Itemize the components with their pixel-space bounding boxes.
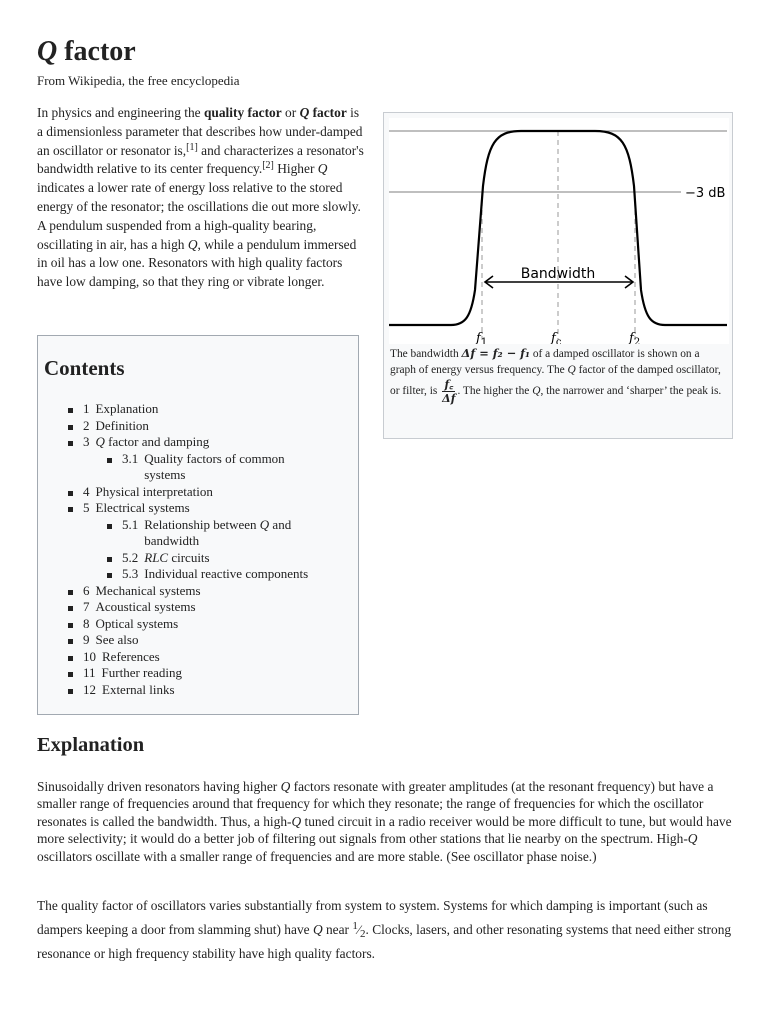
toc-item-mechanical-systems[interactable]: 6 Mechanical systems [66,583,356,600]
explanation-paragraph-2: The quality factor of oscillators varies substantially from system to system. Systems for which damping is important (such as dampers keeping a door from slamming shut) have Q near $^1⁄_2$. Clocks, lasers, and other resonating systems that need either strong resonance or high frequency stability have high quality factors. [37,898,732,961]
fc-label: $f_c$ [551,331,562,344]
table-of-contents [37,335,359,715]
toc-item-optical-systems[interactable]: 8 Optical systems [66,616,356,633]
bandwidth-formula: Δf = f₂ − f₁ [461,346,530,360]
one-half-fraction: $^1⁄_2$ [352,920,366,940]
q-fraction: $\frac{f꜀}{\Delta f}$ [442,378,456,405]
bold-q: Q [299,105,310,120]
minus-3db-label: −3 dB [685,186,726,201]
explanation-paragraph-1: Sinusoidally driven resonators having higher Q factors resonate with greater amplitudes (at the resonant frequency) but have a smaller range of frequencies around that frequency for which they resonate; the range of frequencies for which the oscillator resonates is called the bandwidth. Thus, a high-Q tuned circuit in a radio receiver would be more difficult to tune, but would have more selectivity; it would do a better job of filtering out signals from other stations that lie nearby on the spectrum. High-Q oscillators oscillate with a smaller range of frequencies and are more stable. (See oscillator phase noise.) [37,779,732,864]
f1-label: $f_1$ [476,331,488,344]
bold-term: quality factor [203,105,282,120]
toc-item-relationship-q-bandwidth[interactable]: 5.1 Relationship between Q and bandwidth [105,517,356,550]
bandwidth-label: Bandwidth [520,266,596,282]
toc-item-individual-reactive[interactable]: 5.3 Individual reactive components [105,566,356,583]
toc-item-see-also[interactable]: 9 See also [66,632,356,649]
toc-item-quality-factors-common[interactable]: 3.1 Quality factors of common systems [105,451,356,484]
ref-link-2[interactable]: [2] [262,160,274,172]
toc-item-electrical-systems[interactable]: 5 Electrical systems 5.1 Relationship between Q and bandwidth 5.2 RLC circuits 5.3 Individual reactive components [66,500,356,583]
toc-item-external-links[interactable]: 12 External links [66,682,356,699]
title-q-symbol: Q [37,36,58,67]
toc-item-definition[interactable]: 2 Definition [66,418,356,435]
section-heading-explanation: Explanation [37,734,145,756]
bandwidth-figure [383,112,733,439]
toc-item-further-reading[interactable]: 11 Further reading [66,665,356,682]
toc-item-references[interactable]: 10 References [66,649,356,666]
toc-item-acoustical-systems[interactable]: 7 Acoustical systems [66,599,356,616]
toc-title: Contents [44,356,125,380]
toc-item-explanation[interactable]: 1 Explanation [66,401,356,418]
intro-paragraph: In physics and engineering the quality factor or Q factor is a dimensionless parameter that describes how under-damped an oscillator or resonator is,[1] and characterizes a resonator's bandwidth relative to its center frequency.[2] Higher Q indicates a lower rate of energy loss relative to the stored energy of the resonator; the oscillations die out more slowly. A pendulum suspended from a high-quality bearing, oscillating in air, has a high Q, while a pendulum immersed in oil has a low one. Resonators with high quality factors have low damping, so that they ring or vibrate longer. [37,105,364,290]
title-rest: factor [57,36,136,67]
f2-label: $f_2$ [629,331,641,344]
tagline: From Wikipedia, the free encyclopedia [37,73,240,88]
figure-caption: The bandwidth Δf = f₂ − f₁ of a damped oscillator is shown on a graph of energy versus frequency. The Q factor of the damped oscillator, or filter, is $\frac{f꜀}{\Delta f}$ . The higher the Q, the narrower and ‘sharper’ the peak is. [390,346,722,405]
page-title [37,36,136,68]
bandwidth-graph [389,118,729,344]
toc-item-physical-interpretation[interactable]: 4 Physical interpretation [66,484,356,501]
graph-background [389,118,729,344]
toc-item-rlc-circuits[interactable]: 5.2 RLC circuits [105,550,356,567]
ref-link-1[interactable]: [1] [186,141,198,153]
toc-item-q-factor-damping[interactable]: 3 Q factor and damping 3.1 Quality factors of common systems [66,434,356,484]
